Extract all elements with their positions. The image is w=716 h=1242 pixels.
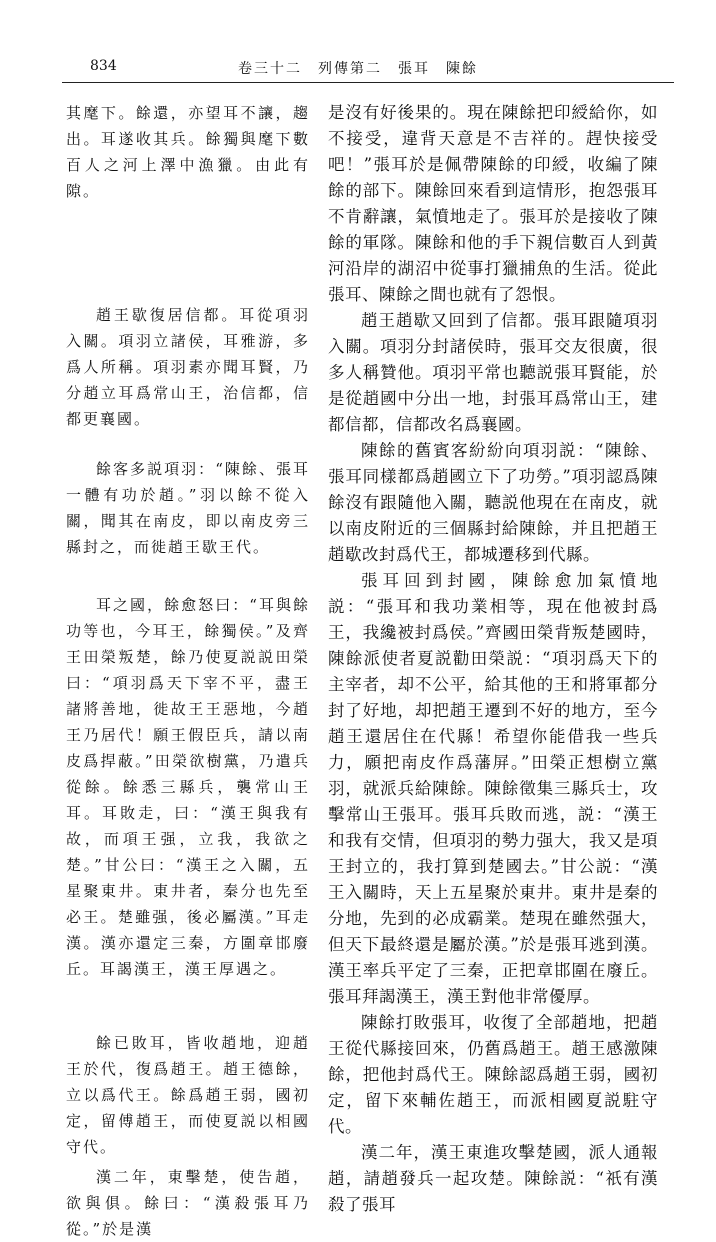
original-text-column — [66, 100, 310, 1242]
translation-paragraph-6: 漢二年，漢王東進攻擊楚國，派人通報趙，請趙發兵一起攻楚。陳餘説：“祇有漢殺了張耳 — [328, 1143, 658, 1214]
translation-paragraph-3: 陳餘的舊賓客紛紛向項羽説：“陳餘、張耳同樣都爲趙國立下了功勞。”項羽認爲陳餘沒有跟隨他入關，聽説他現在在南皮，就以南皮附近的三個縣封給陳餘，并且把趙王趙歇改封爲代王，都城遷移到代縣。 — [328, 441, 658, 564]
translation-paragraph-1: 是沒有好後果的。現在陳餘把印綬給你，如不接受，違背天意是不吉祥的。趕快接受吧！”張耳於是佩帶陳餘的印綬，收編了陳餘的部下。陳餘回來看到這情形，抱怨張耳不肯辭讓，氣憤地走了。張耳於是接收了陳餘的軍隊。陳餘和他的手下親信數百人到黃河沿岸的湖沼中從事打獵捕魚的生活。從此張耳、陳餘之間也就有了怨恨。 — [328, 103, 658, 304]
original-paragraph-3: 餘客多説項羽：“陳餘、張耳一體有功於趙。”羽以餘不從入關，聞其在南皮，即以南皮旁三縣封之，而徙趙王歇王代。 — [66, 460, 310, 556]
original-paragraph-5: 餘已敗耳，皆收趙地，迎趙王於代，復爲趙王。趙王德餘，立以爲代王。餘爲趙王弱，國初定，留傅趙王，而使夏説以相國守代。 — [66, 1034, 310, 1156]
original-paragraph-4: 耳之國，餘愈怒曰：“耳與餘功等也，今耳王，餘獨侯。”及齊王田榮叛楚，餘乃使夏説説田榮曰：“項羽爲天下宰不平，盡王諸將善地，徙故王王惡地，今趙王乃居代！願王假臣兵，請以南皮爲捍蔽。”田榮欲樹黨，乃遣兵從餘。餘悉三縣兵，襲常山王耳。耳敗走，曰：“漢王與我有故，而項王强，立我，我欲之楚。”甘公曰：“漢王之入關，五星聚東井。東井者，秦分也先至必王。楚雖强，後必屬漢。”耳走漢。漢亦還定三秦，方圍章邯廢丘。耳謁漢王，漢王厚遇之。 — [66, 596, 310, 978]
original-paragraph-6: 漢二年，東擊楚，使告趙，欲與俱。餘曰：“漢殺張耳乃從。”於是漢 — [66, 1168, 310, 1238]
translation-paragraph-5: 陳餘打敗張耳，收復了全部趙地，把趙王從代縣接回來，仍舊爲趙王。趙王感激陳餘，把他封爲代王。陳餘認爲趙王弱，國初定，留下來輔佐趙王，而派相國夏説駐守代。 — [328, 1013, 658, 1136]
translation-column — [328, 100, 658, 1218]
running-head: 卷三十二 列傳第二 張耳 陳餘 — [238, 61, 478, 77]
original-paragraph-1: 其麾下。餘還，亦望耳不讓，趨出。耳遂收其兵。餘獨與麾下數百人之河上澤中漁獵。由此有隙。 — [66, 104, 310, 200]
translation-paragraph-4: 張耳回到封國，陳餘愈加氣憤地説：“張耳和我功業相等，現在他被封爲王，我纔被封爲侯。”齊國田榮背叛楚國時，陳餘派使者夏説勸田榮説：“項羽爲天下的主宰者，却不公平，給其他的王和將軍都分封了好地，却把趙王遷到不好的地方，至今趙王還居住在代縣！希望你能借我一些兵力，願把南皮作爲藩屏。”田榮正想樹立黨羽，就派兵給陳餘。陳餘徵集三縣兵士，攻擊常山王張耳。張耳兵敗而逃，説：“漢王和我有交情，但項羽的勢力强大，我又是項王封立的，我打算到楚國去。”甘公説：“漢王入關時，天上五星聚於東井。東井是秦的分地，先到的必成霸業。楚現在雖然强大，但天下最終還是屬於漢。”於是張耳逃到漢。漢王率兵平定了三秦，正把章邯圍在廢丘。張耳拜謁漢王，漢王對他非常優厚。 — [328, 571, 658, 1006]
translation-paragraph-2: 趙王趙歇又回到了信都。張耳跟隨項羽入關。項羽分封諸侯時，張耳交友很廣，很多人稱贊他。項羽平常也聽説張耳賢能，於是從趙國中分出一地，封張耳爲常山王，建都信都，信都改名爲襄國。 — [328, 311, 658, 434]
page-number: 834 — [90, 58, 117, 74]
original-paragraph-2: 趙王歇復居信都。耳從項羽入關。項羽立諸侯，耳雅游，多爲人所稱。項羽素亦聞耳賢，乃分趙立耳爲常山王，治信都，信都更襄國。 — [66, 306, 310, 428]
header-rule — [62, 82, 674, 83]
